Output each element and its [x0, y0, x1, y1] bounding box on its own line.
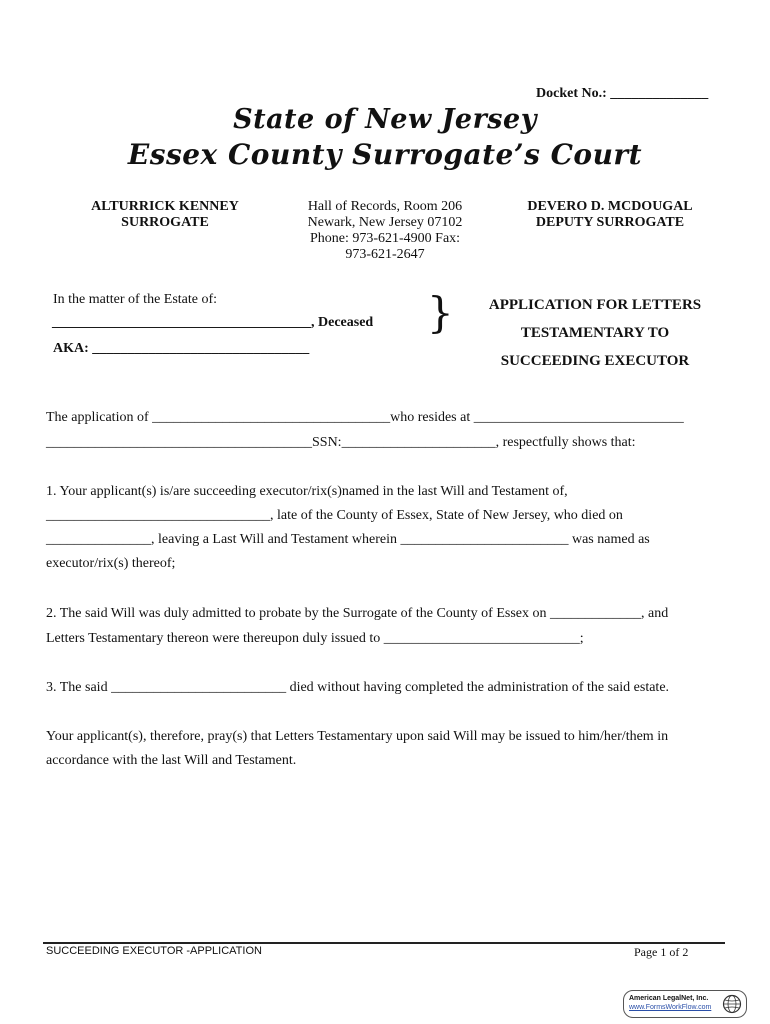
paragraph-4-line-1: Your applicant(s), therefore, pray(s) that Letters Testamentary upon said Will may be issued to him/her/them in	[46, 729, 669, 744]
brace: }	[427, 288, 454, 337]
application-title-line-1: APPLICATION FOR LETTERS	[488, 297, 702, 313]
surrogate-block	[70, 199, 260, 231]
paragraph-1-line-4: executor/rix(s) thereof;	[46, 556, 176, 571]
address-line-1: Hall of Records, Room 206	[307, 199, 463, 214]
aka-field[interactable]: AKA: _______________________________	[53, 341, 310, 356]
paragraph-1-line-1: 1. Your applicant(s) is/are succeeding executor/rix(s)named in the last Will and Testament of,	[46, 484, 568, 499]
deputy-name: DEVERO D. MCDOUGAL	[527, 199, 693, 214]
ssn-line[interactable]: ______________________________________SSN:______________________, respectfully shows that:	[46, 435, 636, 450]
surrogate-name: ALTURRICK KENNEY	[91, 199, 239, 214]
publisher-stamp	[623, 990, 747, 1018]
paragraph-2-line-2[interactable]: Letters Testamentary thereon were thereupon duly issued to ____________________________;	[46, 631, 584, 646]
surrogate-title: SURROGATE	[121, 215, 209, 230]
publisher-url[interactable]: www.FormsWorkFlow.com	[629, 1004, 712, 1011]
address-line-2: Newark, New Jersey 07102	[307, 215, 463, 230]
paragraph-1-line-3[interactable]: _______________, leaving a Last Will and Testament wherein ________________________ was named as	[46, 532, 650, 547]
footer-divider	[43, 942, 725, 944]
deputy-block	[500, 199, 720, 231]
publisher-name: American LegalNet, Inc.	[629, 995, 709, 1002]
phone-line: Phone: 973-621-4900 Fax:	[309, 231, 461, 246]
docket-number: Docket No.: ______________	[536, 86, 709, 101]
application-title	[460, 291, 730, 375]
paragraph-2-line-1[interactable]: 2. The said Will was duly admitted to probate by the Surrogate of the County of Essex on _____________, and	[46, 606, 669, 621]
globe-logo-icon	[722, 994, 742, 1014]
fax-line: 973-621-2647	[345, 247, 425, 262]
paragraph-4-line-2: accordance with the last Will and Testament.	[46, 753, 297, 768]
address-block	[290, 199, 480, 263]
footer-form-name: SUCCEEDING EXECUTOR -APPLICATION	[46, 945, 262, 957]
deceased-field[interactable]: _____________________________________, Deceased	[52, 315, 374, 330]
paragraph-3[interactable]: 3. The said _________________________ died without having completed the administration of the said estate.	[46, 680, 670, 695]
page-number: Page 1 of 2	[634, 945, 689, 959]
paragraph-1-line-2[interactable]: ________________________________, late of the County of Essex, State of New Jersey, who died on	[46, 508, 623, 523]
application-title-line-3: SUCCEEDING EXECUTOR	[500, 353, 690, 369]
state-title: State of New Jersey	[233, 104, 537, 135]
deputy-title: DEPUTY SURROGATE	[535, 215, 685, 230]
court-title: Essex County Surrogate’s Court	[127, 138, 643, 171]
estate-label: In the matter of the Estate of:	[53, 292, 218, 307]
application-title-line-2: TESTAMENTARY TO	[520, 325, 670, 341]
applicant-line[interactable]: The application of __________________________________who resides at ______________________________	[46, 410, 684, 425]
